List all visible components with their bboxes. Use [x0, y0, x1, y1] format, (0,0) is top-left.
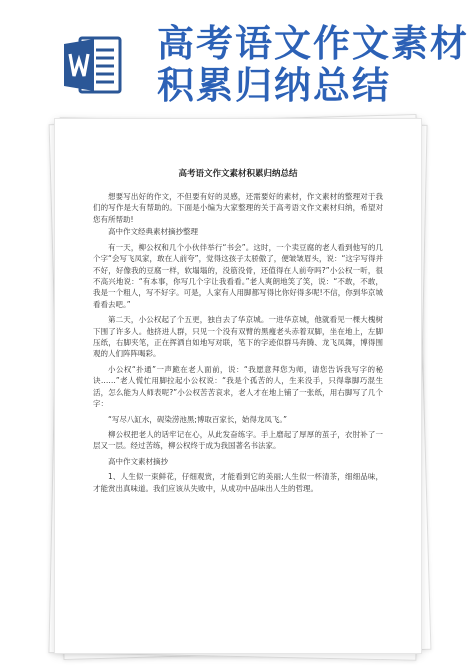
document-page: [54, 118, 422, 654]
intro-paragraph: 想要写出好的作文，不但要有好的灵感，还需要好的素材，作文素材的整理对于我们的写作是大有帮助的。下面是小编为大家整理的关于高考语文作文素材归纳，希望对您有所帮助!: [93, 192, 383, 224]
section-heading: 高中作文经典素材摘抄整理: [108, 227, 198, 237]
excerpt-paragraph: 1、人生似一束鲜花，仔细观赏，才能看到它的美丽;人生似一杯清茶，细细品味，才能赏出真味道。我们应该从失败中，从成功中品味出人生的哲理。: [93, 472, 383, 493]
story-paragraph: 第二天，小公权起了个五更，独自去了华京城。一进华京城，他就看见一棵大槐树下围了许多人。他挤进人群，只见一个没有双臂的黑瘦老头赤着双脚，坐在地上，左脚压纸，右脚夹笔，正在挥洒自如地写对联，笔下的字迹似群马奔腾、龙飞凤舞，博得围观的人们阵阵喝彩。: [93, 315, 383, 359]
section-heading: 高中作文素材摘抄: [108, 456, 168, 466]
story-paragraph: 小公权“扑通”一声跪在老人面前，说：“我愿意拜您为师，请您告诉我写字的秘诀……”老人慌忙用脚拉起小公权说：“我是个孤苦的人，生来没手，只得靠脚巧混生活，怎么能为人师表呢?”小公权苦苦哀求，老人才在地上铺了一张纸，用右脚写了几个字：: [93, 364, 383, 409]
document-body: [93, 191, 383, 495]
couplet-line: “写尽八缸水，砚染涝池黑;博取百家长，始得龙凤飞。”: [108, 414, 288, 424]
word-document-icon: [62, 34, 124, 96]
story-paragraph: 柳公权把老人的话牢记在心，从此发奋练字。手上磨起了厚厚的茧子，衣肘补了一层又一层。经过苦练，柳公权终于成为我国著名书法家。: [93, 429, 383, 451]
banner-title-line2: 积累归纳总结: [157, 64, 391, 107]
document-title: 高考语文作文素材积累归纳总结: [178, 169, 298, 179]
banner-title-line1: 高考语文作文素材: [157, 22, 469, 65]
story-paragraph: 有一天，柳公权和几个小伙伴举行“书会”。这时，一个卖豆腐的老人看到他写的几个字“会写飞凤家，敢在人前夸”，觉得这孩子太骄傲了，便皱皱眉头，说：“这字写得并不好，好像我的豆腐一样，软塌塌的，没筋没骨，还值得在人前夸吗?”小公权一听，很不高兴地说：“有本事，你写几个字让我看看。”老人爽朗地笑了笑，说：“不敢，不敢，我是一个粗人，写不好字。可是，人家有人用脚都写得比你好得多呢!不信，你到华京城看看去吧。”: [93, 242, 383, 309]
